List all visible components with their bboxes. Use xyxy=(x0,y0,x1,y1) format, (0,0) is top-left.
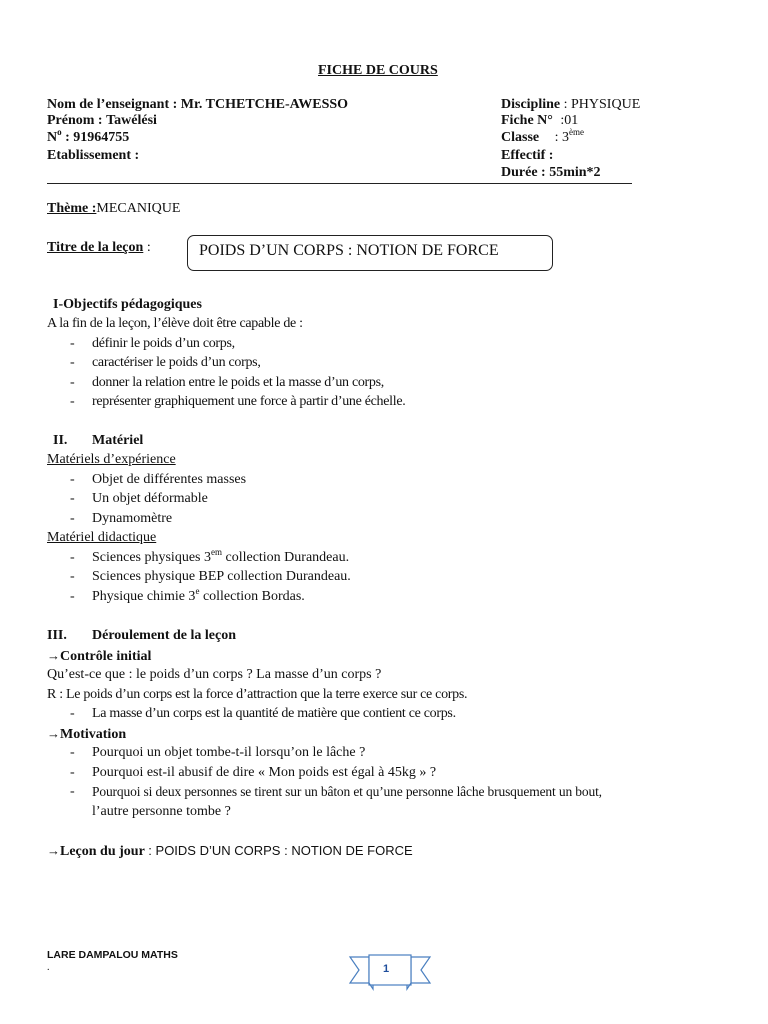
duree-label: Durée : 55min*2 xyxy=(501,165,601,180)
theme-value: MECANIQUE xyxy=(96,201,181,216)
footer-dot: . xyxy=(47,962,50,973)
bullet-dash: - xyxy=(70,569,75,584)
arrow-icon: → xyxy=(47,726,60,741)
bullet-dash: - xyxy=(70,394,75,409)
didactic-text: Physique chimie 3 xyxy=(92,589,196,604)
deroulement-heading: Déroulement de la leçon xyxy=(92,628,236,643)
page-number: 1 xyxy=(382,963,390,975)
didactic-text: Sciences physique BEP collection Durandeau. xyxy=(92,569,351,584)
discipline-label: Discipline xyxy=(501,97,561,112)
fiche-value: :01 xyxy=(560,113,579,128)
classe-sup: ème xyxy=(569,127,585,137)
didactic-text: Sciences physiques 3 xyxy=(92,550,211,565)
lesson-of-day-label: Leçon du jour xyxy=(60,844,145,859)
effectif-label: Effectif : xyxy=(501,148,554,163)
control-heading: Contrôle initial xyxy=(60,649,152,664)
lesson-title-box xyxy=(187,235,553,271)
motivation-heading-line xyxy=(47,726,126,743)
arrow-icon: → xyxy=(47,648,60,663)
objective-item: donner la relation entre le poids et la masse d’un corps, xyxy=(92,375,384,390)
objective-item: caractériser le poids d’un corps, xyxy=(92,355,261,370)
discipline-value: : PHYSIQUE xyxy=(563,97,641,112)
bullet-dash: - xyxy=(70,336,75,351)
didactic-item xyxy=(92,547,350,566)
experience-item: Un objet déformable xyxy=(92,491,208,506)
teacher-value: Mr. TCHETCHE-AWESSO xyxy=(180,97,349,112)
firstname-value: Tawélési xyxy=(106,113,157,128)
didactic-text: collection Bordas. xyxy=(199,589,305,604)
arrow-icon: → xyxy=(47,843,60,858)
bullet-dash: - xyxy=(70,589,75,604)
firstname-label: Prénom : xyxy=(47,113,103,128)
lesson-title-colon: : xyxy=(146,240,151,255)
footer-author: LARE DAMPALOU MATHS xyxy=(47,949,178,961)
teacher-line xyxy=(47,97,348,113)
classe-line xyxy=(501,127,585,146)
didactic-sup: e xyxy=(195,586,200,596)
didactic-sup: em xyxy=(210,547,222,557)
classe-label: Classe xyxy=(501,130,540,145)
bullet-dash: - xyxy=(70,491,75,506)
motivation-item: Pourquoi est-il abusif de dire « Mon poids est égal à 45kg » ? xyxy=(92,765,437,780)
firstname-line xyxy=(47,113,157,129)
objectives-heading: I-Objectifs pédagogiques xyxy=(53,297,202,312)
motivation-heading: Motivation xyxy=(60,727,127,742)
didactic-label: Matériel didactique xyxy=(47,530,157,545)
didactic-item xyxy=(92,569,351,585)
objective-item: représenter graphiquement une force à partir d’une échelle. xyxy=(92,394,406,409)
materiel-heading: Matériel xyxy=(92,433,144,448)
motivation-item: Pourquoi si deux personnes se tirent sur un bâton et qu’une personne lâche brusquement un bout, xyxy=(92,784,602,799)
fiche-label: Fiche N° xyxy=(501,113,553,128)
fiche-line xyxy=(501,113,578,129)
bullet-dash: - xyxy=(70,375,75,390)
didactic-text: collection Durandeau. xyxy=(221,550,350,565)
deroulement-number: III. xyxy=(47,628,67,643)
control-answer: R : Le poids d’un corps est la force d’attraction que la terre exerce sur ce corps. xyxy=(47,687,468,702)
control-question: Qu’est-ce que : le poids d’un corps ? La masse d’un corps ? xyxy=(47,667,382,682)
number-value: : 91964755 xyxy=(65,130,130,145)
lesson-of-day-value: : POIDS D’UN CORPS : NOTION DE FORCE xyxy=(148,843,413,858)
lesson-title-line xyxy=(47,240,151,256)
theme-label: Thème : xyxy=(47,201,97,216)
experience-item: Objet de différentes masses xyxy=(92,472,247,487)
number-sup: o xyxy=(57,127,62,137)
number-label: N xyxy=(47,130,58,145)
experience-label: Matériels d’expérience xyxy=(47,452,176,467)
discipline-line xyxy=(501,97,640,113)
motivation-continuation: l’autre personne tombe ? xyxy=(92,804,231,819)
didactic-item xyxy=(92,586,305,605)
header-divider xyxy=(47,183,632,184)
bullet-dash: - xyxy=(70,765,75,780)
school-label: Etablissement : xyxy=(47,148,140,163)
objectives-intro: A la fin de la leçon, l’élève doit être capable de : xyxy=(47,316,303,331)
bullet-dash: - xyxy=(70,550,75,565)
bullet-dash: - xyxy=(70,472,75,487)
materiel-number: II. xyxy=(53,433,68,448)
lesson-of-day-line xyxy=(47,843,413,860)
lesson-title-label: Titre de la leçon xyxy=(47,240,144,255)
theme-line xyxy=(47,201,180,217)
bullet-dash: - xyxy=(70,511,75,526)
objective-item: définir le poids d’un corps, xyxy=(92,336,235,351)
bullet-dash: - xyxy=(70,355,75,370)
classe-value: : 3 xyxy=(554,130,570,145)
control-heading-line xyxy=(47,648,151,665)
bullet-dash: - xyxy=(70,784,75,799)
page-title: FICHE DE COURS xyxy=(318,63,438,78)
lesson-title-value: POIDS D’UN CORPS : NOTION DE FORCE xyxy=(199,242,499,259)
bullet-dash: - xyxy=(70,745,75,760)
experience-item: Dynamomètre xyxy=(92,511,173,526)
motivation-item: Pourquoi un objet tombe-t-il lorsqu’on le lâche ? xyxy=(92,745,366,760)
answer-item: La masse d’un corps est la quantité de matière que contient ce corps. xyxy=(92,706,456,721)
number-line xyxy=(47,127,130,146)
bullet-dash: - xyxy=(70,706,75,721)
teacher-label: Nom de l’enseignant : xyxy=(47,97,178,112)
